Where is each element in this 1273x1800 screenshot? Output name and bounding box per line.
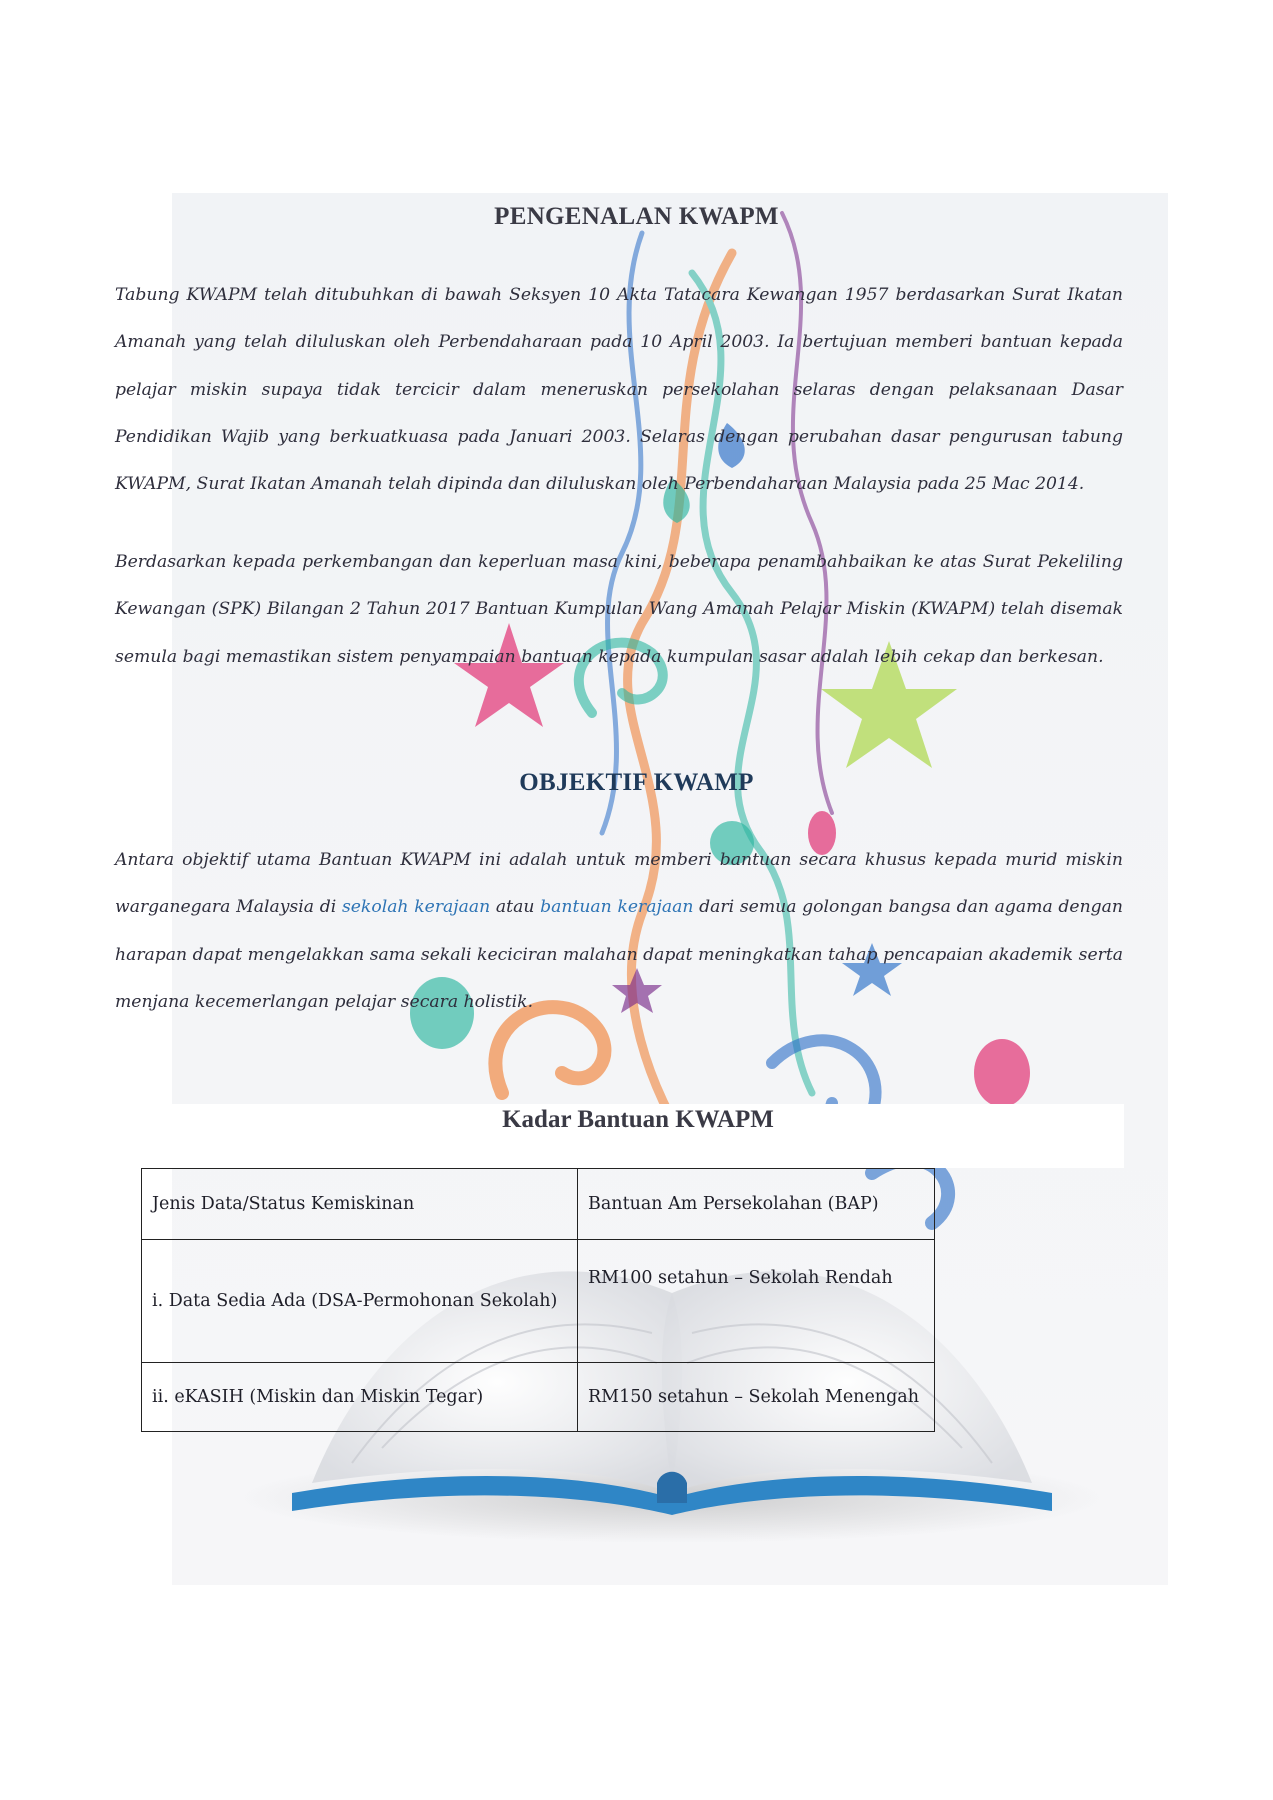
table-cell: Jenis Data/Status Kemiskinan bbox=[142, 1169, 578, 1240]
objective-text-before: Antara objektif utama Bantuan KWAPM ini adalah untuk memberi bantuan secara khusus kepada murid miskin warganegara Malaysia di bbox=[115, 850, 1123, 918]
link-bantuan-kerajaan[interactable]: bantuan kerajaan bbox=[540, 897, 694, 918]
rates-table bbox=[141, 1168, 935, 1432]
objective-title: OBJEKTIF KWAMP bbox=[519, 769, 754, 796]
objective-text-after: dari semua golongan bangsa dan agama dengan harapan dapat mengelakkan sama sekali keciciran malahan dapat meningkatkan tahap pencapaian akademik serta menjana kecemerlangan pelajar secara holistik. bbox=[115, 897, 1123, 1012]
table-row bbox=[142, 1363, 935, 1432]
table-cell: RM150 setahun – Sekolah Menengah bbox=[578, 1363, 935, 1432]
link-sekolah-kerajaan[interactable]: sekolah kerajaan bbox=[341, 897, 491, 918]
table-cell: i. Data Sedia Ada (DSA-Permohonan Sekolah) bbox=[142, 1240, 578, 1363]
table-cell: RM100 setahun – Sekolah Rendah bbox=[578, 1240, 935, 1363]
table-cell: ii. eKASIH (Miskin dan Miskin Tegar) bbox=[142, 1363, 578, 1432]
table-row bbox=[142, 1240, 935, 1363]
rates-table-title: Kadar Bantuan KWAPM bbox=[502, 1106, 774, 1133]
intro-title: PENGENALAN KWAPM bbox=[494, 203, 779, 230]
objective-paragraph bbox=[115, 837, 1123, 1026]
intro-paragraph-2: Berdasarkan kepada perkembangan dan keperluan masa kini, beberapa penambahbaikan ke atas Surat Pekeliling Kewangan (SPK) Bilangan 2 Tahun 2017 Bantuan Kumpulan Wang Amanah Pelajar Miskin (KWAPM) telah disemak semula bagi memastikan sistem penyampaian bantuan kepada kumpulan sasar adalah lebih cekap dan berkesan. bbox=[115, 552, 1123, 667]
objective-text-middle: atau bbox=[490, 897, 541, 918]
table-cell: Bantuan Am Persekolahan (BAP) bbox=[578, 1169, 935, 1240]
table-row bbox=[142, 1169, 935, 1240]
intro-paragraph-1: Tabung KWAPM telah ditubuhkan di bawah Seksyen 10 Akta Tatacara Kewangan 1957 berdasarkan Surat Ikatan Amanah yang telah diluluskan oleh Perbendaharaan pada 10 April 2003. Ia bertujuan memberi bantuan kepada pelajar miskin supaya tidak tercicir dalam meneruskan persekolahan selaras dengan pelaksanaan Dasar Pendidikan Wajib yang berkuatkuasa pada Januari 2003. Selaras dengan perubahan dasar pengurusan tabung KWAPM, Surat Ikatan Amanah telah dipinda dan diluluskan oleh Perbendaharaan Malaysia pada 25 Mac 2014. bbox=[115, 285, 1123, 495]
